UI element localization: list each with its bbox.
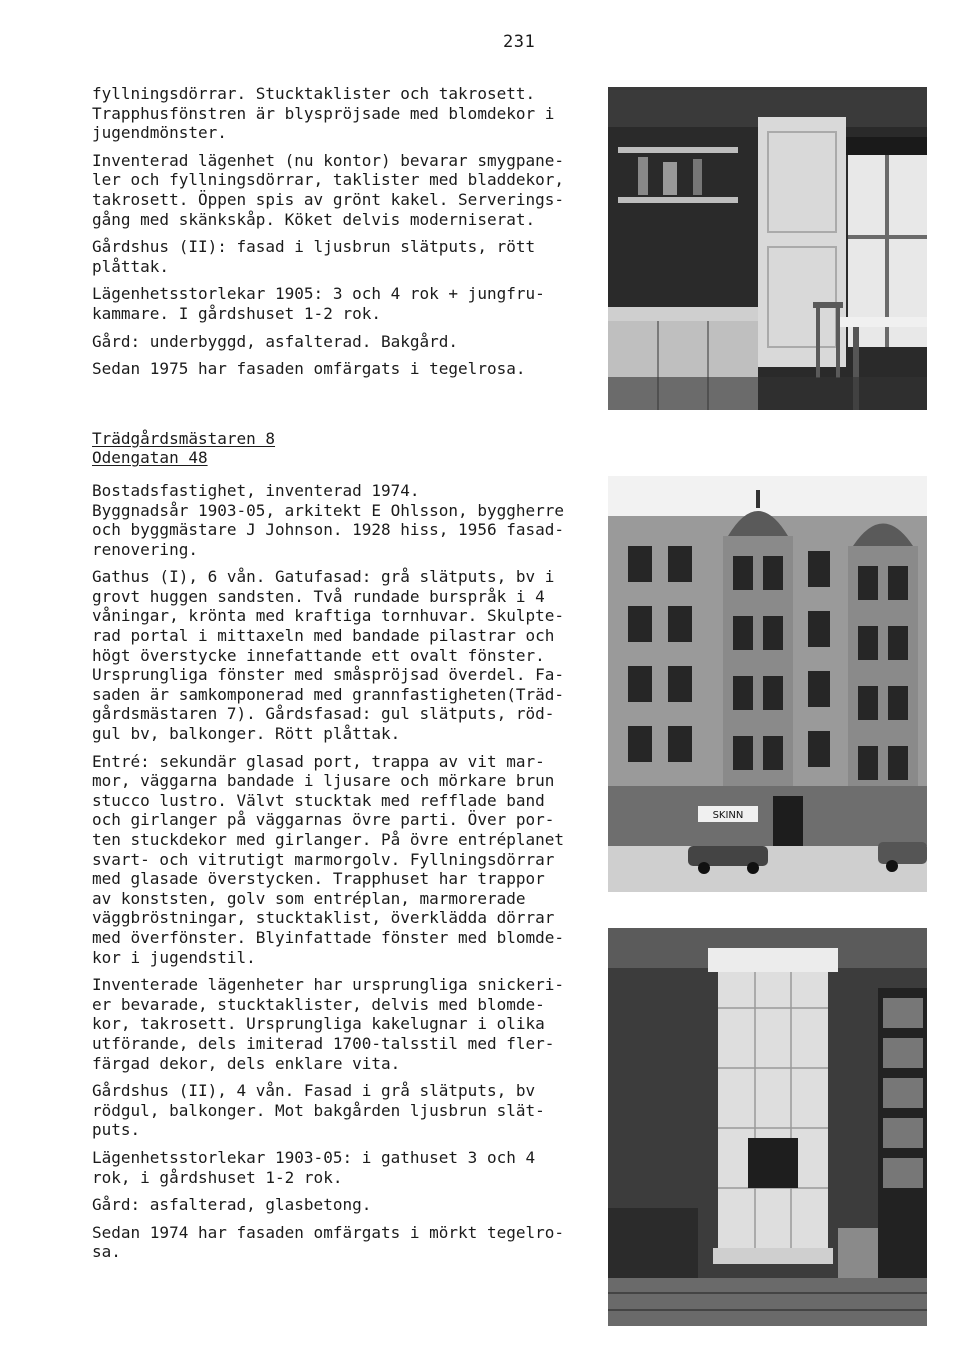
section-title: Trädgårdsmästaren 8 [92, 428, 276, 448]
section-paragraph-1: Bostadsfastighet, inventerad 1974. Byggnadsår 1903-05, arkitekt E Ohlsson, byggherre och byggmästare J Johnson. 1928 hiss, 1956 fasad- renovering. [92, 480, 565, 559]
section-paragraph-8: Sedan 1974 har fasaden omfärgats i mörkt tegelro- sa. [92, 1222, 565, 1262]
section-paragraph-2: Gathus (I), 6 vån. Gatufasad: grå slätputs, bv i grovt huggen sandsten. Två rundade burspråk i 4 våningar, krönta med kraftiga tornhuvar. Skulpte- rad portal i mittaxeln med bandade pilastrar och högt överstycke innefattande ett ovalt fönster. Ursprungliga fönster med småspröjsad överdel. Fa- saden är samkomponerad med grannfastigheten(Träd- gårdsmästaren 7). Gårdsfasad: gul slätputs, röd- gul bv, balkonger. Rött plåttak. [92, 567, 565, 744]
building-facade-photo [608, 476, 927, 892]
kitchen-photo [608, 87, 927, 410]
page-number: 231 [503, 32, 536, 52]
section-address: Odengatan 48 [92, 448, 208, 468]
text-column [92, 84, 588, 1270]
section-paragraph-7: Gård: asfalterad, glasbetong. [92, 1195, 372, 1215]
intro-paragraph-3: Gårdshus (II): fasad i ljusbrun slätputs, rött plåttak. [92, 237, 536, 276]
tiled-stove-interior-photo [608, 928, 927, 1326]
intro-paragraph-1: fyllningsdörrar. Stucktaklister och takrosett. Trapphusfönstren är blyspröjsade med blomdekor i jugendmönster. [92, 84, 555, 143]
section-paragraph-4: Inventerade lägenheter har ursprungliga snickeri- er bevarade, stucktaklister, delvis med blomde- kor, takrosett. Ursprungliga kakelugnar i olika utförande, dels imiterad 1700-talsstil med fler- färgad dekor, dels enklare vita. [92, 975, 565, 1073]
section-paragraph-6: Lägenhetsstorlekar 1903-05: i gathuset 3 och 4 rok, i gårdshuset 1-2 rok. [92, 1147, 536, 1187]
intro-paragraph-2: Inventerad lägenhet (nu kontor) bevarar smygpane- ler och fyllningsdörrar, taklister med bladdekor, takrosett. Öppen spis av grönt kakel. Serverings- gång med skänkskåp. Köket delvis moderniserat. [92, 150, 565, 229]
section-heading [92, 429, 588, 468]
section-paragraph-5: Gårdshus (II), 4 vån. Fasad i grå slätputs, bv rödgul, balkonger. Mot bakgården ljusbrun slät- puts. [92, 1081, 545, 1140]
intro-paragraph-4: Lägenhetsstorlekar 1905: 3 och 4 rok + jungfru- kammare. I gårdshuset 1-2 rok. [92, 284, 545, 323]
shop-sign: SKINN [712, 810, 744, 821]
intro-paragraph-6: Sedan 1975 har fasaden omfärgats i tegelrosa. [92, 359, 526, 379]
intro-paragraph-5: Gård: underbyggd, asfalterad. Bakgård. [92, 331, 459, 351]
section-paragraph-3: Entré: sekundär glasad port, trappa av vit mar- mor, väggarna bandade i ljusare och mörkare brun stucco lustro. Välvt stucktak med refflade band och girlanger på väggarnas övre parti. Över por- ten stuckdekor med girlanger. På övre entréplanet svart- och vitrutigt marmorgolv. Fyllningsdörrar med glasade överstycken. Trapphuset har trappor av konststen, golv som entréplan, marmorerade väggbröstningar, stucktaklist, överklädda dörrar med överfönster. Blyinfattade fönster med blomde- kor i jugendstil. [92, 751, 565, 967]
